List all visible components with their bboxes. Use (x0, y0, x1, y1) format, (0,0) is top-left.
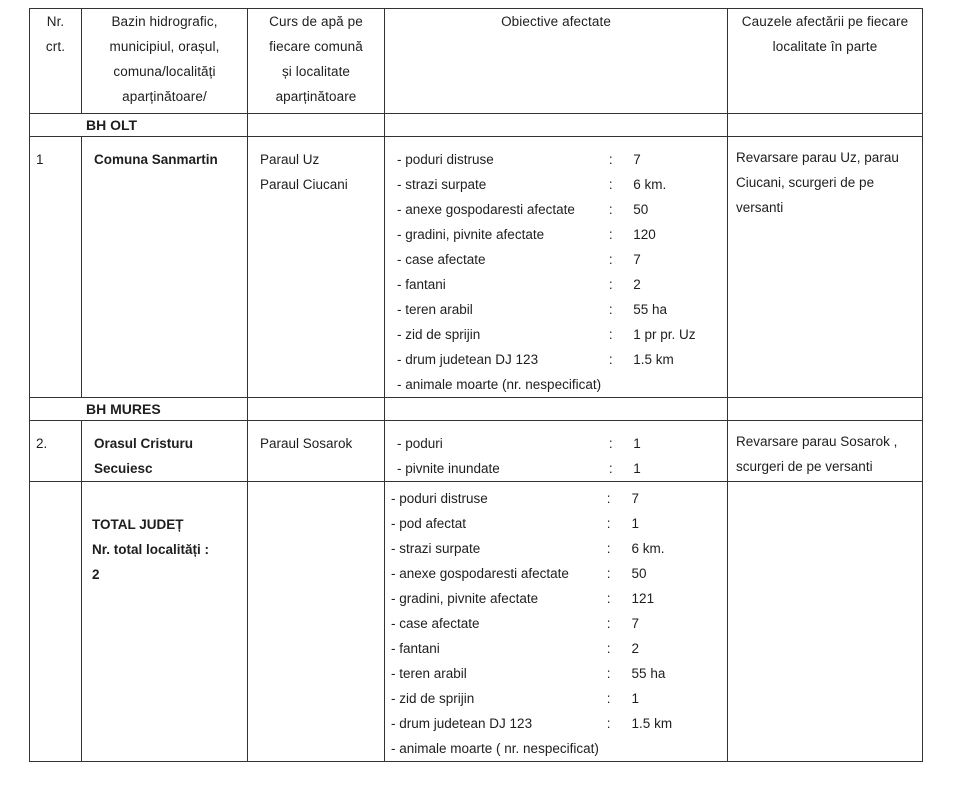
objective-label: - teren arabil (391, 666, 467, 681)
objective-value: 1.5 km (631, 716, 673, 731)
objective-item (397, 247, 727, 272)
objective-item (391, 661, 727, 686)
objective-item (397, 431, 727, 456)
objective-value: 50 (631, 566, 647, 581)
objective-label: - anexe gospodaresti afectate (391, 566, 569, 581)
header-obiective: Obiective afectate (385, 9, 728, 114)
objective-label: - animale moarte ( nr. nespecificat) (391, 741, 599, 756)
objective-item (397, 456, 727, 481)
objectives-list (397, 431, 727, 481)
objective-colon: : (606, 591, 611, 606)
row-river: Paraul Sosarok (248, 421, 385, 482)
objective-label: - zid de sprijin (391, 691, 475, 706)
objective-item (391, 536, 727, 561)
objective-value: 1 pr pr. Uz (633, 327, 696, 342)
objective-value: 1 (633, 436, 641, 451)
objective-colon: : (606, 716, 611, 731)
objectives-list (391, 486, 727, 761)
objective-colon: : (608, 252, 613, 267)
objective-colon: : (608, 327, 613, 342)
objective-colon: : (606, 541, 611, 556)
objective-value: 2 (631, 641, 640, 656)
objective-item (397, 222, 727, 247)
objective-value: 121 (631, 591, 655, 606)
objective-colon: : (608, 152, 613, 167)
objective-label: - poduri distruse (391, 491, 488, 506)
objective-value: 50 (633, 202, 649, 217)
objective-value: 6 km. (631, 541, 665, 556)
objective-colon: : (606, 666, 611, 681)
section-row-olt (30, 114, 923, 137)
objective-label: - pod afectat (391, 516, 467, 531)
objective-colon: : (606, 566, 611, 581)
objective-colon: : (606, 616, 611, 631)
objective-colon: : (606, 491, 611, 506)
header-nr: Nr. crt. (30, 9, 82, 114)
objective-value: 1.5 km (633, 352, 674, 367)
objective-item (391, 686, 727, 711)
objective-value: 7 (631, 616, 640, 631)
row-objectives (385, 421, 728, 482)
objective-colon: : (608, 177, 613, 192)
objective-value: 1 (633, 461, 641, 476)
header-row (30, 9, 923, 114)
objective-label: - poduri distruse (397, 152, 494, 167)
section-row-mures (30, 398, 923, 421)
row-cause: Revarsare parau Sosarok , scurgeri de pe versanti (728, 421, 923, 482)
objective-value: 1 (631, 691, 640, 706)
objective-item (397, 372, 727, 397)
objective-colon: : (608, 277, 613, 292)
objective-colon: : (608, 436, 613, 451)
objective-item (391, 611, 727, 636)
objective-item (391, 486, 727, 511)
objective-colon (607, 736, 632, 761)
total-title: TOTAL JUDEȚ (92, 517, 184, 532)
objective-label: - zid de sprijin (397, 327, 481, 342)
header-cauze: Cauzele afectării pe fiecare localitate în parte (728, 9, 923, 114)
objective-item (397, 147, 727, 172)
objective-colon: : (608, 202, 613, 217)
total-objectives (385, 482, 728, 762)
header-curs: Curs de apă pe fiecare comună și localitate aparținătoare (248, 9, 385, 114)
objective-value: 7 (633, 252, 641, 267)
row-objectives (385, 137, 728, 398)
objective-colon (609, 372, 633, 397)
objective-colon: : (606, 641, 611, 656)
section-label: BH OLT (30, 114, 248, 137)
objective-item (391, 511, 727, 536)
objective-value: 55 ha (633, 302, 668, 317)
table-row (30, 421, 923, 482)
header-bazin: Bazin hidrografic, municipiul, orașul, comuna/localități aparținătoare/ (82, 9, 248, 114)
row-locality: Orasul Cristuru Secuiesc (82, 421, 248, 482)
objective-label: - strazi surpate (391, 541, 481, 556)
objective-item (397, 347, 727, 372)
objective-colon: : (606, 691, 611, 706)
objective-colon: : (606, 516, 611, 531)
objective-value: 2 (633, 277, 641, 292)
objective-item (397, 197, 727, 222)
objective-value (632, 736, 727, 761)
objective-colon: : (608, 461, 613, 476)
section-label: BH MURES (30, 398, 248, 421)
objective-label: - animale moarte (nr. nespecificat) (397, 377, 602, 392)
objective-label: - strazi surpate (397, 177, 487, 192)
objective-label: - fantani (397, 277, 446, 292)
row-cause: Revarsare parau Uz, parau Ciucani, scurgeri de pe versanti (728, 137, 923, 398)
objective-label: - anexe gospodaresti afectate (397, 202, 575, 217)
total-row (30, 482, 923, 762)
objective-item (391, 636, 727, 661)
objective-item (397, 272, 727, 297)
total-count-value: 2 (92, 567, 100, 582)
objective-value: 7 (633, 152, 641, 167)
objective-label: - drum judetean DJ 123 (397, 352, 539, 367)
objective-value: 7 (631, 491, 640, 506)
objective-item (397, 322, 727, 347)
objective-label: - teren arabil (397, 302, 473, 317)
objective-value: 1 (631, 516, 640, 531)
objective-label: - gradini, pivnite afectate (391, 591, 539, 606)
objective-colon: : (608, 352, 613, 367)
objective-value: 120 (633, 227, 656, 242)
objective-label: - drum judetean DJ 123 (391, 716, 533, 731)
table-row (30, 137, 923, 398)
objective-value (633, 372, 727, 397)
objective-label: - pivnite inundate (397, 461, 500, 476)
objective-value: 55 ha (631, 666, 666, 681)
objectives-list (397, 147, 727, 397)
row-nr: 1 (30, 137, 82, 398)
objective-item (391, 711, 727, 736)
objective-item (391, 561, 727, 586)
objective-label: - case afectate (391, 616, 480, 631)
row-river: Paraul Uz Paraul Ciucani (248, 137, 385, 398)
objective-item (391, 586, 727, 611)
objective-colon: : (608, 302, 613, 317)
objective-item (397, 172, 727, 197)
objective-item (391, 736, 727, 761)
row-nr: 2. (30, 421, 82, 482)
damage-report-table (29, 8, 923, 762)
objective-value: 6 km. (633, 177, 667, 192)
row-locality: Comuna Sanmartin (82, 137, 248, 398)
objective-label: - fantani (391, 641, 440, 656)
objective-colon: : (608, 227, 613, 242)
objective-label: - poduri (397, 436, 443, 451)
total-cell (82, 482, 248, 762)
total-count-label: Nr. total localități : (92, 542, 210, 557)
objective-label: - case afectate (397, 252, 486, 267)
objective-item (397, 297, 727, 322)
objective-label: - gradini, pivnite afectate (397, 227, 545, 242)
